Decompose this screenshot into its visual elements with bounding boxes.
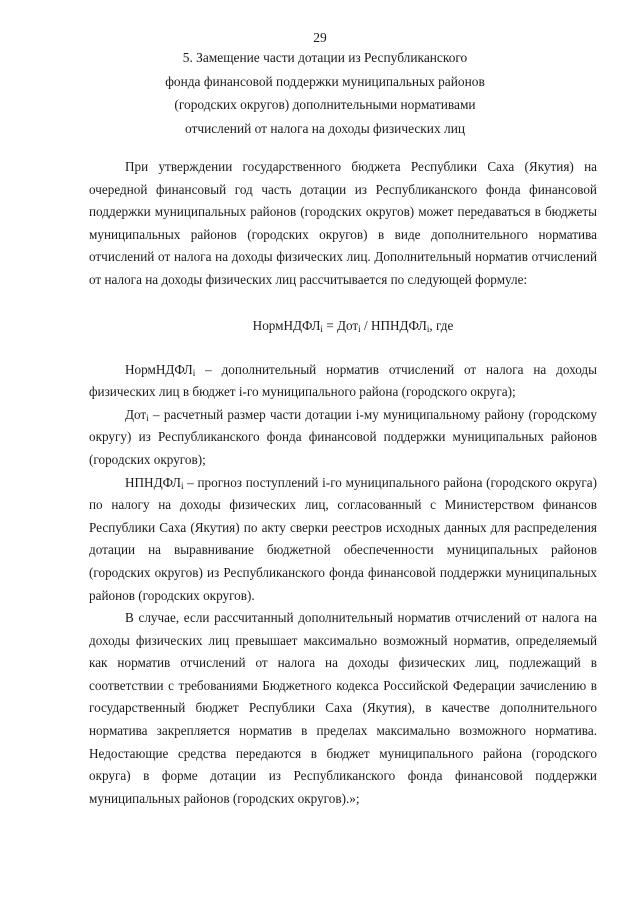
section-title-line: 5. Замещение части дотации из Республиканского bbox=[182, 50, 468, 65]
formula-lhs-subscript: i bbox=[320, 323, 323, 334]
formula-equals: = bbox=[322, 317, 337, 333]
formula-operator: / bbox=[360, 317, 371, 333]
page-number: 29 bbox=[313, 30, 327, 45]
formula bbox=[89, 292, 597, 359]
definition-subscript: i bbox=[192, 367, 196, 378]
intro-paragraph: При утверждении государственного бюджета Республики Саха (Якутия) на очередной финансовый год часть дотации из Республиканского фонда финансовой поддержки муниципальных районов (городских округов) может передаваться в бюджеты муниципальных районов (городских округов) в виде дополнительного норматива отчислений от налога на доходы физических лиц. Дополнительный норматив отчислений от налога на доходы физических лиц рассчитывается по следующей формуле: bbox=[89, 159, 597, 287]
formula-tail: , где bbox=[429, 317, 454, 333]
definition-subscript: i bbox=[146, 412, 149, 423]
definition-paragraph bbox=[89, 404, 597, 472]
formula-term1-subscript: i bbox=[358, 323, 361, 334]
definition-paragraph bbox=[89, 472, 597, 608]
formula-term1: Дот bbox=[336, 317, 359, 333]
definition-symbol: Дот bbox=[125, 406, 147, 422]
definition-symbol: НормНДФЛ bbox=[125, 361, 193, 377]
definition-text: – дополнительный норматив отчислений от налога на доходы физических лиц в бюджет i-го муниципального района (городского округа); bbox=[89, 361, 597, 400]
formula-term2: НПНДФЛ bbox=[370, 317, 427, 333]
final-paragraph: В случае, если рассчитанный дополнительный норматив отчислений от налога на доходы физических лиц превышает максимально возможный норматив, определяемый как норматив отчислений от налога на доходы физических лиц, подлежащий в соответствии с требованиями Бюджетного кодекса Российской Федерации зачислению в государственный бюджет Республики Саха (Якутия), в качестве дополнительного норматива закрепляется норматив в пределах максимально возможного норматива. Недостающие средства передаются в бюджет муниципального района (городского округа) в форме дотации из Республиканского фонда финансовой поддержки муниципальных районов (городских округов).»; bbox=[89, 610, 597, 806]
definition-paragraph bbox=[89, 359, 597, 404]
document-body bbox=[89, 156, 597, 810]
formula-lhs: НормНДФЛ bbox=[252, 317, 321, 333]
definition-symbol: НПНДФЛ bbox=[125, 474, 181, 490]
section-title-line: фонда финансовой поддержки муниципальных районов bbox=[165, 73, 485, 89]
definition-text: – прогноз поступлений i-го муниципального района (городского округа) по налогу на доходы физических лиц, согласованный с Министерством финансов Республики Саха (Якутия) по акту сверки реестров исходных данных для распределения дотации на выравнивание бюджетной обеспеченности муниципальных районов (городских округов) из Республиканского фонда финансовой поддержки муниципальных районов (городских округов). bbox=[89, 474, 597, 603]
definition-subscript: i bbox=[180, 480, 184, 491]
section-title-line: отчислений от налога на доходы физических лиц bbox=[184, 120, 466, 136]
formula-term2-subscript: i bbox=[426, 323, 430, 334]
definition-text: – расчетный размер части дотации i-му муниципальному району (городскому округу) из Республиканского фонда финансовой поддержки муниципальных районов (городских округов); bbox=[89, 406, 597, 467]
section-title-line: (городских округов) дополнительными нормативами bbox=[174, 97, 476, 112]
section-title bbox=[150, 46, 500, 140]
